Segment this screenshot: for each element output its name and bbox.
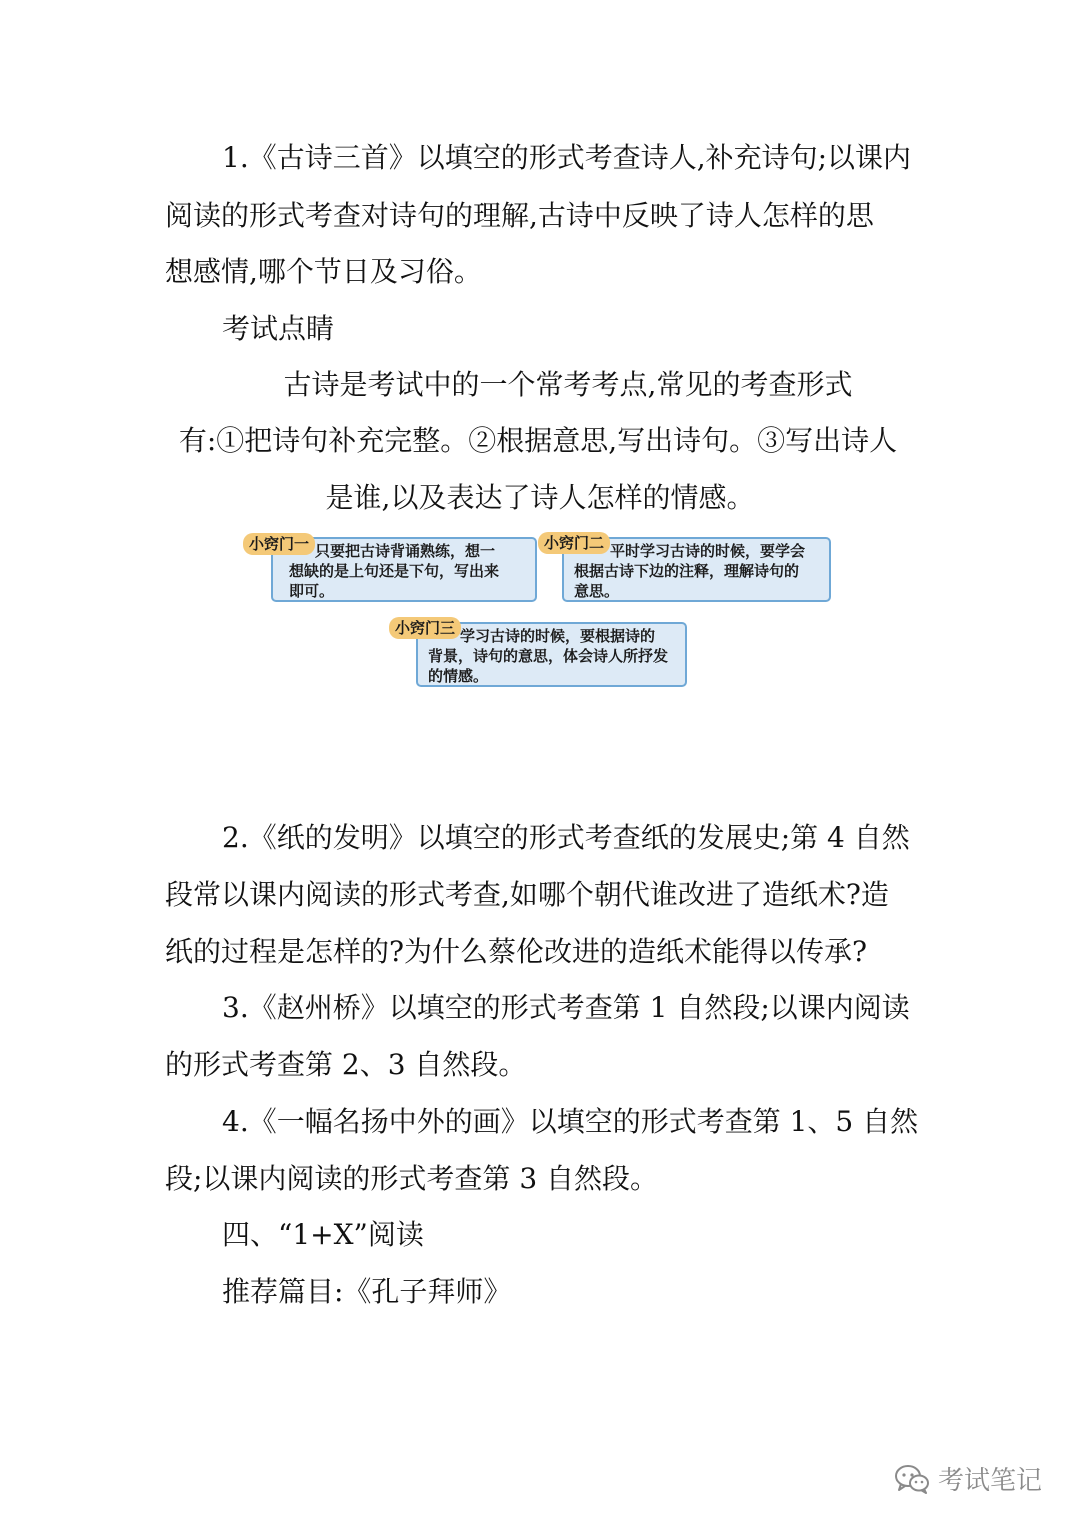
exam-tip-heading: 考试点睛 <box>222 312 335 345</box>
paragraph-2-line-3: 纸的过程是怎样的?为什么蔡伦改进的造纸术能得以传承? <box>165 935 868 968</box>
paragraph-4-line-2: 段;以课内阅读的形式考查第 3 自然段。 <box>165 1162 659 1195</box>
paragraph-3-line-1: 3.《赵州桥》以填空的形式考查第 1 自然段;以课内阅读 <box>222 991 910 1024</box>
paragraph-2-line-2: 段常以课内阅读的形式考查,如哪个朝代谁改进了造纸术?造 <box>165 878 889 911</box>
watermark-text: 考试笔记 <box>937 1466 1042 1496</box>
paragraph-4-line-1: 4.《一幅名扬中外的画》以填空的形式考查第 1、5 自然 <box>222 1105 919 1138</box>
recommended-reading: 推荐篇目:《孔子拜师》 <box>222 1275 512 1308</box>
tip-3-line-2: 背景，诗句的意思，体会诗人所抒发 <box>428 647 669 665</box>
exam-tip-line-3: 是谁,以及表达了诗人怎样的情感。 <box>325 481 755 514</box>
tip-3-line-3: 的情感。 <box>428 667 489 685</box>
paragraph-3-line-2: 的形式考查第 2、3 自然段。 <box>165 1048 527 1081</box>
tip-label-2: 小窍门二 <box>538 532 610 554</box>
paragraph-1-line-1: 1.《古诗三首》以填空的形式考查诗人,补充诗句;以课内 <box>222 141 912 174</box>
paragraph-2-line-1: 2.《纸的发明》以填空的形式考查纸的发展史;第 4 自然 <box>222 821 910 854</box>
tip-1-line-3: 即可。 <box>289 582 335 600</box>
wechat-icon <box>894 1464 930 1494</box>
paragraph-1-line-2: 阅读的形式考查对诗句的理解,古诗中反映了诗人怎样的思 <box>165 199 874 232</box>
tip-1-line-2: 想缺的是上句还是下句，写出来 <box>289 562 500 580</box>
tip-2-line-2: 根据古诗下边的注释，理解诗句的 <box>574 562 800 580</box>
tip-2-line-1: 平时学习古诗的时候，要学会 <box>610 542 806 560</box>
tip-label-1: 小窍门一 <box>243 533 315 555</box>
tip-2-line-3: 意思。 <box>574 582 620 600</box>
tip-1-line-1: 只要把古诗背诵熟练，想一 <box>315 542 496 560</box>
section-heading: 四、“1+X”阅读 <box>222 1218 424 1251</box>
tip-label-3: 小窍门三 <box>389 617 461 639</box>
watermark <box>894 1460 1042 1497</box>
paragraph-1-line-3: 想感情,哪个节日及习俗。 <box>165 255 482 288</box>
tip-3-line-1: 学习古诗的时候，要根据诗的 <box>460 627 656 645</box>
exam-tip-line-1: 古诗是考试中的一个常考考点,常见的考查形式 <box>283 368 853 401</box>
exam-tip-line-2: 有:①把诗句补充完整。②根据意思,写出诗句。③写出诗人 <box>178 424 898 457</box>
